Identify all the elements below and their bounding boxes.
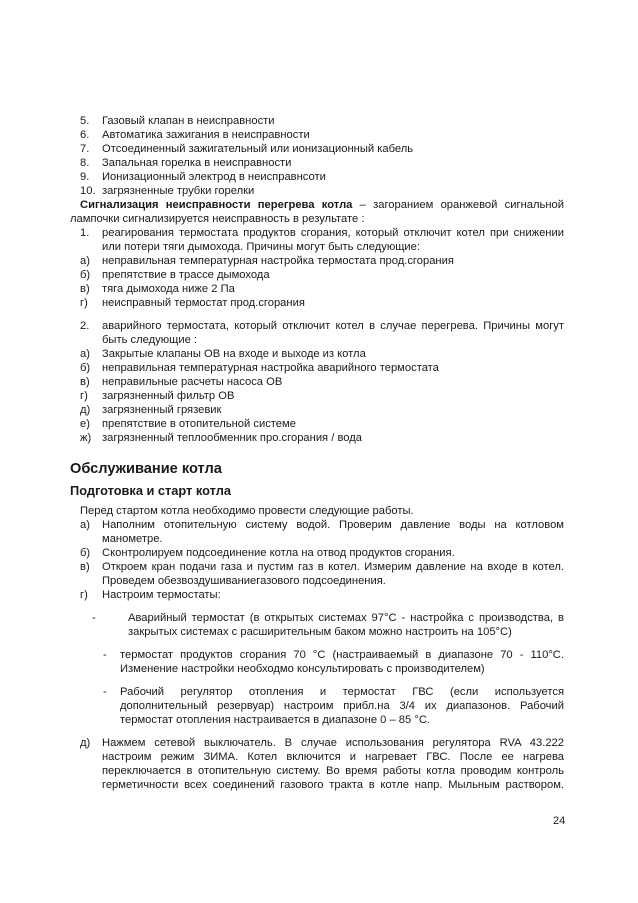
overheat-text: – загоранием оранжевой сигнальной	[352, 199, 564, 211]
thermostat-text: термостат продуктов сгорания 70 °С (настраиваемый в диапазоне 70 - 110°С.	[120, 649, 564, 661]
list-number: 7.	[80, 143, 90, 155]
list-label: е)	[80, 418, 90, 430]
list-text: Газовый клапан в неисправности	[102, 115, 275, 127]
step-text: Сконтролируем подсоединение котла на отвод продуктов сгорания.	[102, 547, 455, 559]
step-text: герметичности всех соединений газового тракта в котле напр. Мыльным раствором.	[102, 779, 564, 791]
step-label: д)	[80, 737, 91, 749]
step-text: Откроем кран подачи газа и пустим газ в котел. Измерим давление на входе в котел.	[102, 561, 564, 573]
thermostat-text: закрытых системах с расширительным баком можно настроить на 105°С)	[128, 626, 512, 638]
list-label: г)	[80, 297, 88, 309]
list-label: д)	[80, 404, 91, 416]
list-text: неправильные расчеты насоса ОВ	[102, 376, 283, 388]
list-text: загрязненный грязевик	[102, 404, 222, 416]
step-label: а)	[80, 519, 90, 531]
section-heading: Обслуживание котла	[70, 461, 222, 477]
thermostat-text: дополнительный резервуар) настроим прибл.на 3/4 их диапазонов. Рабочий	[120, 700, 564, 712]
step-text: манометре.	[102, 533, 163, 545]
overheat-paragraph-line2: лампочки сигнализируется неисправность в результате :	[70, 213, 365, 225]
page-number: 24	[553, 815, 566, 827]
list-text: загрязненный фильтр ОВ	[102, 390, 235, 402]
bullet-dash: -	[92, 612, 96, 624]
list-text: Автоматика зажигания в неисправности	[102, 129, 310, 141]
list-label: в)	[80, 283, 90, 295]
cause-text: аварийного термостата, который отключит котел в случае перегрева. Причины могут	[102, 320, 564, 332]
list-number: 5.	[80, 115, 90, 127]
step-text: Нажмем сетевой выключатель. В случае использования регулятора RVA 43.222	[102, 737, 564, 749]
step-label: в)	[80, 561, 90, 573]
cause-text: или потери тяги дымохода. Причины могут быть следующие:	[102, 241, 420, 253]
list-number: 6.	[80, 129, 90, 141]
list-text: неисправный термостат прод.сгорания	[102, 297, 305, 309]
bullet-dash: -	[103, 686, 107, 698]
list-label: б)	[80, 269, 91, 281]
list-text: Закрытые клапаны ОВ на входе и выходе из котла	[102, 348, 366, 360]
step-text: настроим режим ЗИМА. Котел включится и нагревает ГВС. После ее нагрева	[102, 751, 564, 763]
list-text: неправильная температурная настройка термостата прод.сгорания	[102, 255, 454, 267]
thermostat-text: Аварийный термостат (в открытых системах 97°С - настройка с производства, в	[128, 612, 564, 624]
list-label: г)	[80, 390, 88, 402]
list-label: а)	[80, 348, 90, 360]
list-text: Отсоединенный зажигательный или ионизационный кабель	[102, 143, 414, 155]
cause-number: 1.	[80, 227, 90, 239]
intro-text: Перед стартом котла необходимо провести следующие работы.	[80, 505, 414, 517]
thermostat-text: термостат отопления настраивается в диапазоне 0 – 85 °С.	[120, 714, 431, 726]
overheat-bold-title: Сигнализация неисправности перегрева котла	[80, 199, 353, 211]
step-text: Проведем обезвоздушиваниегазового подсоединения.	[102, 575, 386, 587]
list-number: 10.	[80, 185, 96, 197]
step-text: переключается в отопительную систему. Во время работы котла проводим контроль	[102, 765, 564, 777]
bullet-dash: -	[103, 649, 107, 661]
list-text: Ионизационный электрод в неисправнсоти	[102, 171, 326, 183]
step-label: г)	[80, 589, 88, 601]
list-number: 9.	[80, 171, 90, 183]
cause-number: 2.	[80, 320, 90, 332]
step-text: Настроим термостаты:	[102, 589, 221, 601]
list-text: препятствие в отопительной системе	[102, 418, 296, 430]
step-text: Наполним отопительную систему водой. Проверим давление воды на котловом	[102, 519, 564, 531]
list-label: б)	[80, 362, 91, 374]
subsection-heading: Подготовка и старт котла	[70, 483, 231, 498]
list-text: загрязненные трубки горелки	[102, 185, 255, 197]
list-label: ж)	[80, 432, 92, 444]
thermostat-text: Рабочий регулятор отопления и термостат ГВС (если используется	[120, 686, 564, 698]
list-text: Запальная горелка в неисправности	[102, 157, 292, 169]
list-text: препятствие в трассе дымохода	[102, 269, 270, 281]
cause-text: реагирования термостата продуктов сгорания, который отключит котел при снижении	[102, 227, 564, 239]
list-label: в)	[80, 376, 90, 388]
list-number: 8.	[80, 157, 90, 169]
cause-text: быть следующие :	[102, 334, 198, 346]
step-label: б)	[80, 547, 91, 559]
thermostat-text: Изменение настройки необходмо консультировать с производителем)	[120, 663, 485, 675]
overheat-paragraph-line1	[80, 198, 564, 212]
list-text: неправильная температурная настройка аварийного термостата	[102, 362, 439, 374]
list-text: загрязненный теплообменник про.сгорания / вода	[102, 432, 362, 444]
list-text: тяга дымохода ниже 2 Па	[102, 283, 235, 295]
list-label: а)	[80, 255, 90, 267]
